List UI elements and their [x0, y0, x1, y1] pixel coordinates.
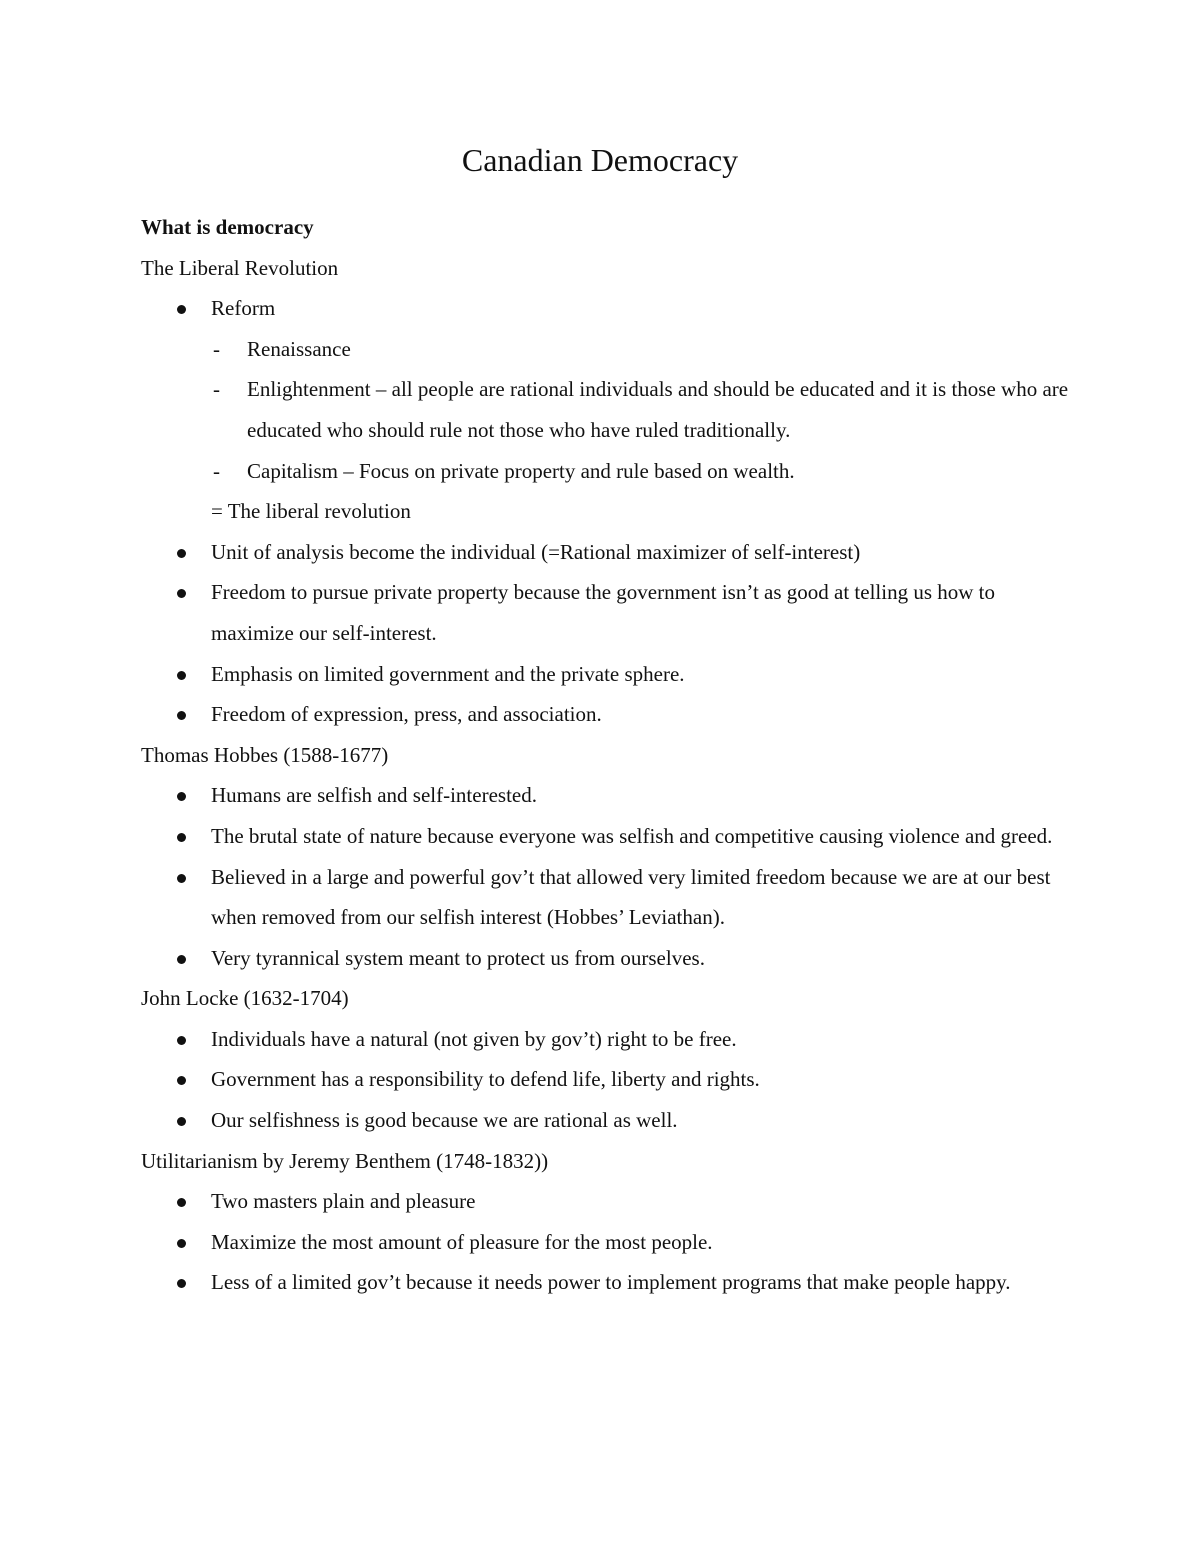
list-item — [141, 938, 1071, 979]
page-title: Canadian Democracy — [461, 142, 739, 178]
section-label-hobbes: Thomas Hobbes (1588-1677) — [141, 742, 389, 767]
reform-note: = The liberal revolution — [211, 499, 411, 524]
list-item — [141, 532, 1071, 573]
list-item — [141, 775, 1071, 816]
bullet-icon — [177, 671, 186, 680]
liberal-revolution-list — [141, 288, 1071, 735]
list-item-text: Humans are selfish and self-interested. — [211, 783, 537, 808]
list-item-text: Individuals have a natural (not given by gov’t) right to be free. — [211, 1026, 737, 1051]
section-heading: What is democracy — [141, 215, 314, 239]
bullet-icon — [177, 1279, 186, 1288]
list-item — [141, 1100, 1071, 1141]
list-item — [141, 572, 1071, 653]
list-item — [141, 654, 1071, 695]
bullet-icon — [177, 833, 186, 842]
section-label-locke: John Locke (1632-1704) — [141, 986, 349, 1011]
list-item-text: Freedom to pursue private property because the government isn’t as good at telling us how to maximize our self-interest. — [211, 580, 996, 645]
bullet-icon — [177, 711, 186, 720]
section-label-utilitarianism: Utilitarianism by Jeremy Benthem (1748-1832)) — [141, 1148, 549, 1173]
list-item — [141, 857, 1071, 938]
list-item-text: Reform — [211, 296, 276, 321]
sub-list-item — [211, 329, 1071, 370]
utilitarianism-list — [141, 1181, 1071, 1303]
list-item-text: Two masters plain and pleasure — [211, 1189, 476, 1214]
sub-list-item-text: Renaissance — [247, 336, 351, 361]
list-item — [141, 694, 1071, 735]
bullet-icon — [177, 1239, 186, 1248]
list-item — [141, 1222, 1071, 1263]
bullet-icon — [177, 955, 186, 964]
bullet-icon — [177, 305, 186, 314]
bullet-icon — [177, 1036, 186, 1045]
bullet-icon — [177, 549, 186, 558]
locke-list — [141, 1019, 1071, 1141]
list-item-text: Less of a limited gov’t because it needs power to implement programs that make people happy. — [211, 1270, 1011, 1295]
section-label-liberal-revolution: The Liberal Revolution — [141, 255, 339, 280]
list-item-text: Believed in a large and powerful gov’t that allowed very limited freedom because we are at our best when removed from our selfish interest (Hobbes’ Leviathan). — [211, 864, 1051, 930]
document-body — [141, 207, 1071, 1303]
hobbes-list — [141, 775, 1071, 978]
list-item — [141, 288, 1071, 532]
bullet-icon — [177, 589, 186, 598]
list-item — [141, 1059, 1071, 1100]
dash-icon: - — [213, 458, 220, 483]
sub-list-item-text: Capitalism – Focus on private property and rule based on wealth. — [247, 458, 795, 483]
list-item-text: Our selfishness is good because we are rational as well. — [211, 1108, 678, 1133]
list-item-text: The brutal state of nature because everyone was selfish and competitive causing violence and greed. — [211, 823, 1053, 848]
bullet-icon — [177, 1198, 186, 1207]
list-item-text: Emphasis on limited government and the private sphere. — [211, 661, 685, 686]
dash-icon: - — [213, 377, 220, 402]
list-item-text: Unit of analysis become the individual (=Rational maximizer of self-interest) — [211, 539, 861, 564]
bullet-icon — [177, 1076, 186, 1085]
dash-icon: - — [213, 336, 220, 361]
list-item — [141, 1181, 1071, 1222]
bullet-icon — [177, 792, 186, 801]
list-item-text: Very tyrannical system meant to protect us from ourselves. — [211, 945, 705, 970]
bullet-icon — [177, 874, 186, 883]
sub-list-item — [211, 451, 1071, 492]
sub-list-item — [211, 369, 1071, 450]
list-item-text: Freedom of expression, press, and association. — [211, 702, 602, 727]
sub-list-item-text: Enlightenment – all people are rational individuals and should be educated and it is those who are educated who should rule not those who have ruled traditionally. — [247, 377, 1069, 442]
list-item — [141, 1262, 1071, 1303]
list-item-text: Maximize the most amount of pleasure for the most people. — [211, 1229, 713, 1254]
bullet-icon — [177, 1117, 186, 1126]
reform-sublist — [211, 329, 1071, 491]
list-item-text: Government has a responsibility to defend life, liberty and rights. — [211, 1067, 760, 1092]
list-item — [141, 1019, 1071, 1060]
list-item — [141, 816, 1071, 857]
